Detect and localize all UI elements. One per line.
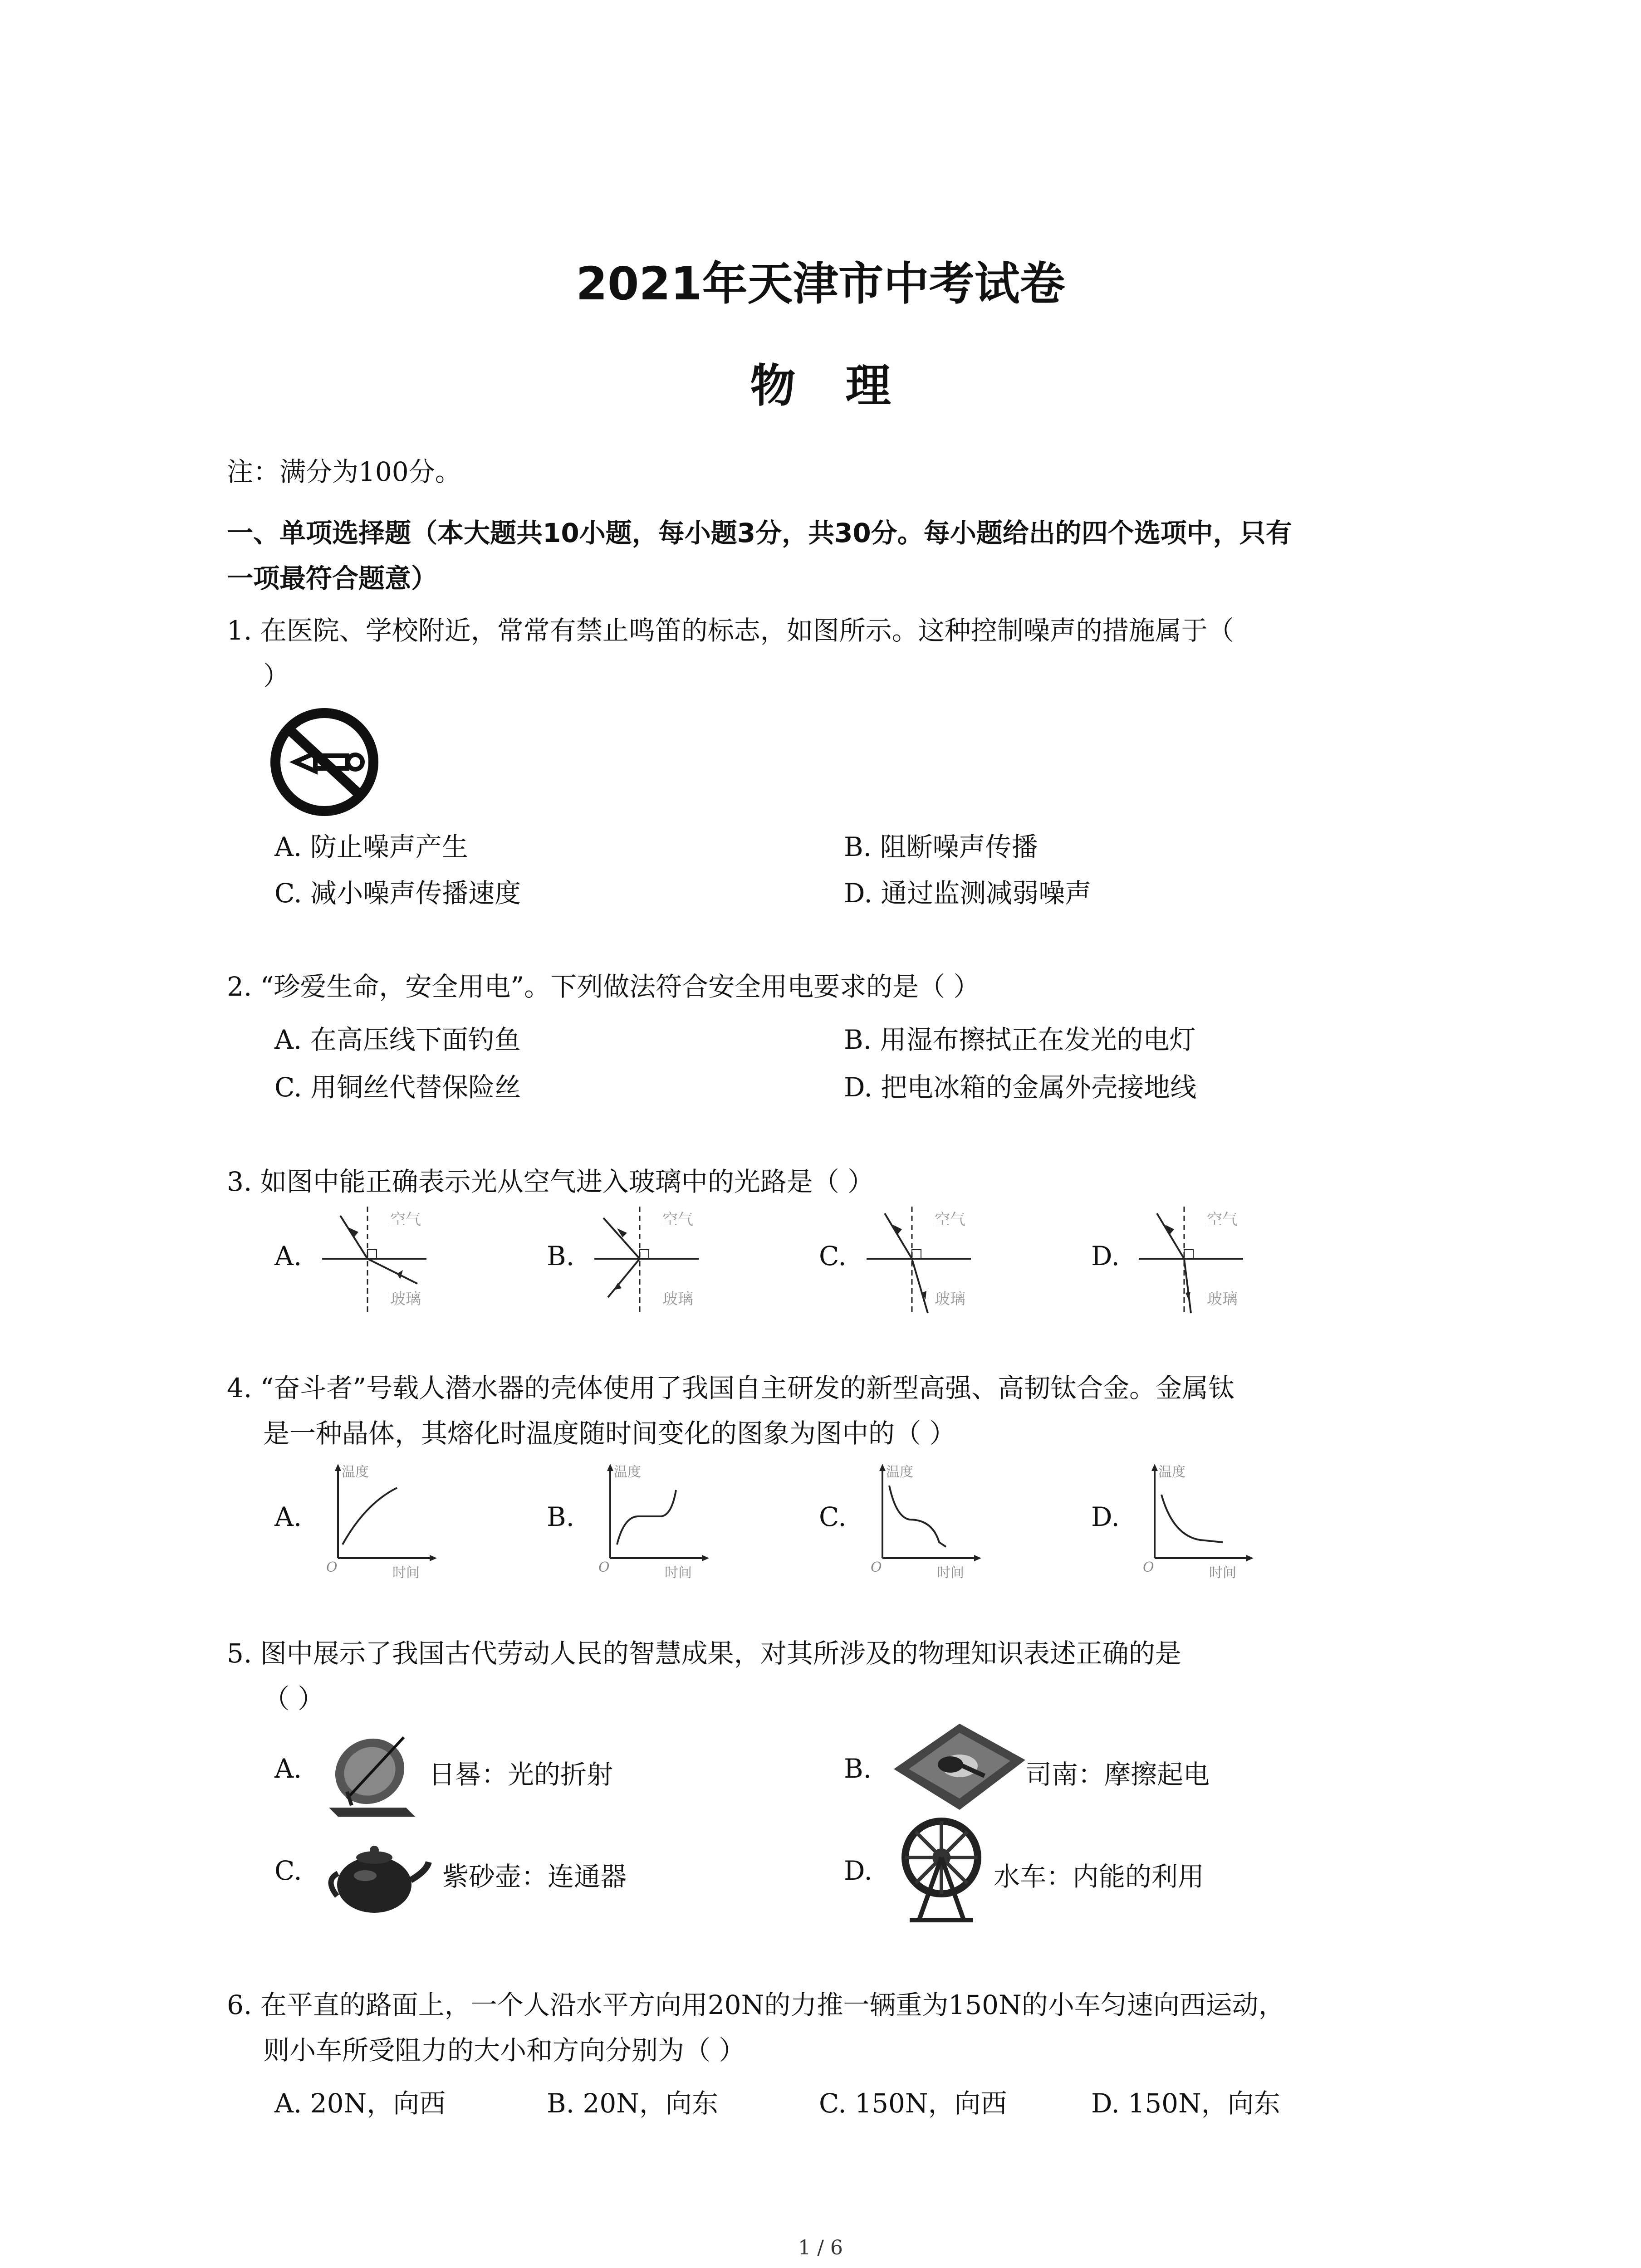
q4-c-xlabel: 时间 (937, 1565, 964, 1581)
compass-spoon-icon[interactable] (892, 1719, 1028, 1821)
q4-label-a[interactable]: A. (274, 1501, 302, 1532)
q4-stem-line1: 4. “奋斗者”号载人潜水器的壳体使用了我国自主研发的新型高强、高韧钛合金。金属钛 (227, 1373, 1235, 1403)
no-honking-icon (270, 708, 379, 818)
q4-a-ylabel: 温度 (342, 1464, 369, 1480)
q3-label-a[interactable]: A. (274, 1241, 302, 1271)
q6-stem-line1: 6. 在平直的路面上，一个人沿水平方向用20N的力推一辆重为150N的小车匀速向西运动， (227, 1989, 1285, 2020)
q4-graph-b[interactable] (592, 1463, 710, 1583)
q3-b-glass-label: 玻璃 (662, 1290, 693, 1308)
q3-label-b[interactable]: B. (547, 1241, 575, 1271)
sundial-icon[interactable] (320, 1724, 420, 1825)
q4-d-ylabel: 温度 (1158, 1464, 1185, 1480)
q3-label-d[interactable]: D. (1091, 1241, 1120, 1271)
q6-option-d[interactable]: D. 150N，向东 (1091, 2088, 1280, 2119)
q5-stem-line1: 5. 图中展示了我国古代劳动人民的智慧成果，对其所涉及的物理知识表述正确的是 (227, 1638, 1181, 1669)
q4-label-c[interactable]: C. (819, 1501, 847, 1532)
q5-text-c[interactable]: 紫砂壶：连通器 (442, 1861, 627, 1892)
q3-a-air-label: 空气 (390, 1211, 421, 1229)
q2-option-c[interactable]: C. 用铜丝代替保险丝 (274, 1072, 521, 1103)
q2-option-a[interactable]: A. 在高压线下面钓鱼 (274, 1024, 521, 1055)
q4-label-d[interactable]: D. (1091, 1501, 1120, 1532)
q1-option-c[interactable]: C. 减小噪声传播速度 (274, 878, 521, 909)
q3-diagram-d[interactable] (1139, 1207, 1275, 1317)
q6-stem-line2: 则小车所受阻力的大小和方向分别为（ ） (263, 2035, 745, 2066)
q3-a-glass-label: 玻璃 (390, 1290, 421, 1308)
q5-text-d[interactable]: 水车：内能的利用 (994, 1861, 1205, 1892)
q6-option-b[interactable]: B. 20N，向东 (547, 2088, 719, 2119)
q3-c-glass-label: 玻璃 (935, 1290, 965, 1308)
q3-diagram-c[interactable] (867, 1207, 1003, 1317)
q3-b-air-label: 空气 (662, 1211, 693, 1229)
q4-stem-line2: 是一种晶体，其熔化时温度随时间变化的图象为图中的（ ） (263, 1418, 956, 1449)
q5-text-a[interactable]: 日晷：光的折射 (429, 1759, 613, 1790)
q3-diagram-b[interactable] (594, 1207, 730, 1317)
q2-option-b[interactable]: B. 用湿布擦拭正在发光的电灯 (844, 1024, 1196, 1055)
q5-letter-b[interactable]: B. (844, 1753, 872, 1784)
waterwheel-icon[interactable] (896, 1814, 987, 1925)
q1-option-d[interactable]: D. 通过监测减弱噪声 (844, 878, 1092, 909)
q4-a-xlabel: 时间 (392, 1565, 420, 1581)
q4-d-origin: O (1143, 1559, 1154, 1575)
q4-graph-c[interactable] (864, 1463, 982, 1583)
subject-title: 物理 (750, 359, 941, 412)
q4-c-origin: O (871, 1559, 882, 1575)
q3-label-c[interactable]: C. (819, 1241, 847, 1271)
q4-d-xlabel: 时间 (1209, 1565, 1236, 1581)
q4-b-ylabel: 温度 (614, 1464, 641, 1480)
section-heading-line1: 一、单项选择题（本大题共10小题，每小题3分，共30分。每小题给出的四个选项中，只有 (227, 518, 1292, 548)
teapot-icon[interactable] (324, 1830, 433, 1923)
q1-option-a[interactable]: A. 防止噪声产生 (274, 831, 468, 862)
q6-option-a[interactable]: A. 20N，向西 (274, 2088, 446, 2119)
score-note: 注：满分为100分。 (227, 456, 461, 487)
q5-text-b[interactable]: 司南：摩擦起电 (1025, 1759, 1210, 1790)
page-number: 1 / 6 (798, 2236, 843, 2259)
q4-b-origin: O (598, 1559, 610, 1575)
q1-option-b[interactable]: B. 阻断噪声传播 (844, 831, 1038, 862)
q5-letter-a[interactable]: A. (274, 1753, 302, 1784)
q3-d-glass-label: 玻璃 (1207, 1290, 1238, 1308)
q3-c-air-label: 空气 (935, 1211, 965, 1229)
exam-title: 2021年天津市中考试卷 (576, 257, 1065, 310)
q2-option-d[interactable]: D. 把电冰箱的金属外壳接地线 (844, 1072, 1197, 1103)
q4-graph-a[interactable] (320, 1463, 438, 1583)
q1-stem-line2: ） (263, 660, 290, 691)
q3-stem: 3. 如图中能正确表示光从空气进入玻璃中的光路是（ ） (227, 1166, 874, 1197)
q4-a-origin: O (326, 1559, 338, 1575)
q3-diagram-a[interactable] (322, 1207, 458, 1317)
q5-letter-d[interactable]: D. (844, 1855, 872, 1886)
q3-d-air-label: 空气 (1207, 1211, 1238, 1229)
section-heading-line2: 一项最符合题意） (227, 563, 438, 594)
q4-label-b[interactable]: B. (547, 1501, 575, 1532)
q5-stem-line2: （ ） (263, 1683, 324, 1714)
q2-stem: 2. “珍爱生命，安全用电”。下列做法符合安全用电要求的是（ ） (227, 971, 980, 1002)
q1-stem-line1: 1. 在医院、学校附近，常常有禁止鸣笛的标志，如图所示。这种控制噪声的措施属于（ (227, 615, 1234, 646)
q4-b-xlabel: 时间 (665, 1565, 692, 1581)
q4-c-ylabel: 温度 (886, 1464, 913, 1480)
q5-letter-c[interactable]: C. (274, 1855, 302, 1886)
q4-graph-d[interactable] (1136, 1463, 1254, 1583)
q6-option-c[interactable]: C. 150N，向西 (819, 2088, 1007, 2119)
